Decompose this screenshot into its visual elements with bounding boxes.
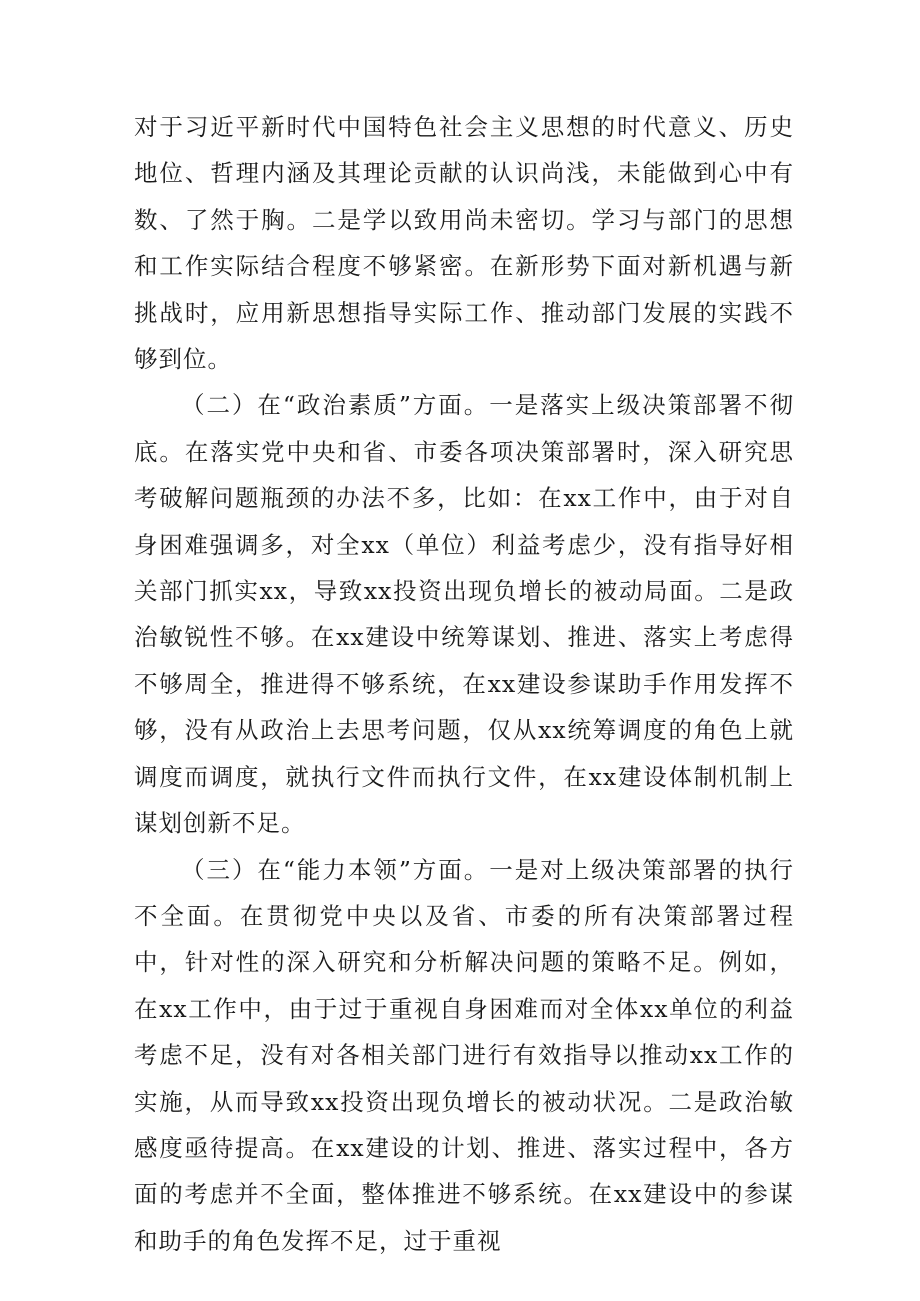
document-body (134, 104, 794, 1264)
paragraph-political-quality: （二）在“政治素质”方面。一是落实上级决策部署不彻底。在落实党中央和省、市委各项决策部署时，深入研究思考破解问题瓶颈的办法不多，比如：在xx工作中，由于对自身困难强调多，对全xx（单位）利益考虑少，没有指导好相关部门抓实xx，导致xx投资出现负增长的被动局面。二是政治敏锐性不够。在xx建设中统筹谋划、推进、落实上考虑得不够周全，推进得不够系统，在xx建设参谋助手作用发挥不够，没有从政治上去思考问题，仅从xx统筹调度的角色上就调度而调度，就执行文件而执行文件，在xx建设体制机制上谋划创新不足。 (134, 391, 794, 838)
paragraph-capability: （三）在“能力本领”方面。一是对上级决策部署的执行不全面。在贯彻党中央以及省、市委的所有决策部署过程中，针对性的深入研究和分析解决问题的策略不足。例如，在xx工作中，由于过于重视自身困难而对全体xx单位的利益考虑不足，没有对各相关部门进行有效指导以推动xx工作的实施，从而导致xx投资出现负增长的被动状况。二是政治敏感度亟待提高。在xx建设的计划、推进、落实过程中，各方面的考虑并不全面，整体推进不够系统。在xx建设中的参谋和助手的角色发挥不足，过于重视 (134, 855, 794, 1255)
paragraph-continuation: 对于习近平新时代中国特色社会主义思想的时代意义、历史地位、哲理内涵及其理论贡献的认识尚浅，未能做到心中有数、了然于胸。二是学以致用尚未密切。学习与部门的思想和工作实际结合程度不够紧密。在新形势下面对新机遇与新挑战时，应用新思想指导实际工作、推动部门发展的实践不够到位。 (134, 113, 794, 374)
